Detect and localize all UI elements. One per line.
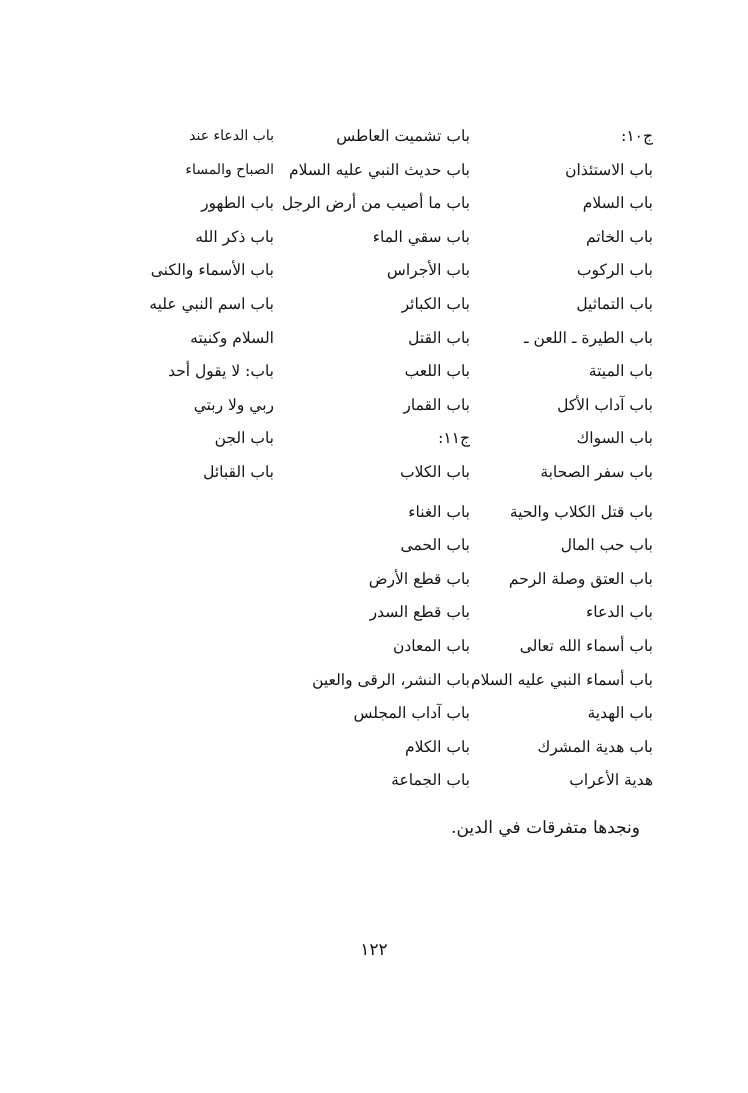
list-item: باب قطع السدر (369, 603, 470, 622)
list-item: باب أسماء النبي عليه السلام (471, 670, 653, 689)
list-item: باب الجن (214, 429, 274, 448)
list-item: باب الجماعة (391, 771, 470, 790)
list-item: باب التماثيل (576, 294, 653, 313)
list-item: الصباح والمساء (185, 161, 274, 178)
list-item: باب الميتة (588, 362, 653, 381)
list-item: باب: لا يقول أحد (168, 362, 274, 381)
list-item: باب القمار (403, 395, 470, 414)
list-item: باب ذكر الله (195, 227, 274, 246)
list-item: باب حب المال (560, 536, 653, 555)
list-item: باب اسم النبي عليه (149, 294, 274, 313)
list-item: باب سفر الصحابة (540, 462, 653, 481)
list-item: السلام وكنيته (190, 328, 274, 347)
list-item: باب الركوب (576, 261, 653, 280)
list-item: باب هدية المشرك (537, 737, 653, 756)
list-item: باب القتل (408, 328, 470, 347)
chapter-column-left (94, 120, 274, 490)
list-item: باب النشر، الرقى والعين (312, 670, 470, 689)
list-item: باب الأجراس (386, 261, 470, 280)
list-item: باب أسماء الله تعالى (519, 636, 653, 655)
list-item: باب الكلاب (400, 462, 470, 481)
list-item: باب اللعب (404, 362, 470, 381)
list-item: باب الدعاء عند (189, 128, 274, 144)
chapter-column-right (471, 120, 653, 798)
list-item: ج١١: (438, 429, 470, 448)
list-item: باب الطيرة ـ اللعن ـ (524, 328, 653, 347)
list-item: باب الغناء (408, 502, 470, 521)
list-item: باب السواك (576, 429, 653, 448)
list-item: باب الخاتم (586, 227, 653, 246)
list-item: باب آداب الأكل (557, 395, 653, 414)
list-item: باب تشميت العاطس (336, 127, 470, 145)
list-item: باب قطع الأرض (368, 569, 470, 588)
list-item: باب الهدية (587, 704, 653, 723)
list-item: ج١٠: (621, 127, 653, 145)
list-item: باب السلام (582, 194, 653, 213)
list-item: باب سقي الماء (372, 227, 470, 246)
list-item: باب آداب المجلس (353, 704, 470, 723)
list-item: باب الأسماء والكنى (150, 261, 274, 280)
list-item: ربي ولا ربتي (193, 395, 274, 414)
list-item: باب الكبائر (401, 294, 470, 313)
list-item: باب العتق وصلة الرحم (508, 569, 653, 588)
list-item: باب الحمى (400, 536, 470, 555)
list-item: باب الاستئذان (565, 160, 653, 179)
chapter-column-middle (270, 120, 470, 798)
list-item: باب ما أصيب من أرض الرجل (281, 194, 470, 213)
list-item: باب الدعاء (586, 603, 653, 622)
list-item: باب المعادن (392, 636, 470, 655)
list-item: باب الطهور (201, 194, 274, 213)
list-item: باب القبائل (203, 462, 274, 481)
list-item: باب قتل الكلاب والحية (509, 502, 653, 521)
list-item: هدية الأعراب (569, 771, 653, 790)
page-number: ١٢٢ (360, 940, 388, 960)
list-item: باب الكلام (405, 737, 470, 756)
list-item: باب حديث النبي عليه السلام (289, 160, 470, 179)
closing-sentence: ونجدها متفرقات في الدين. (451, 818, 640, 838)
